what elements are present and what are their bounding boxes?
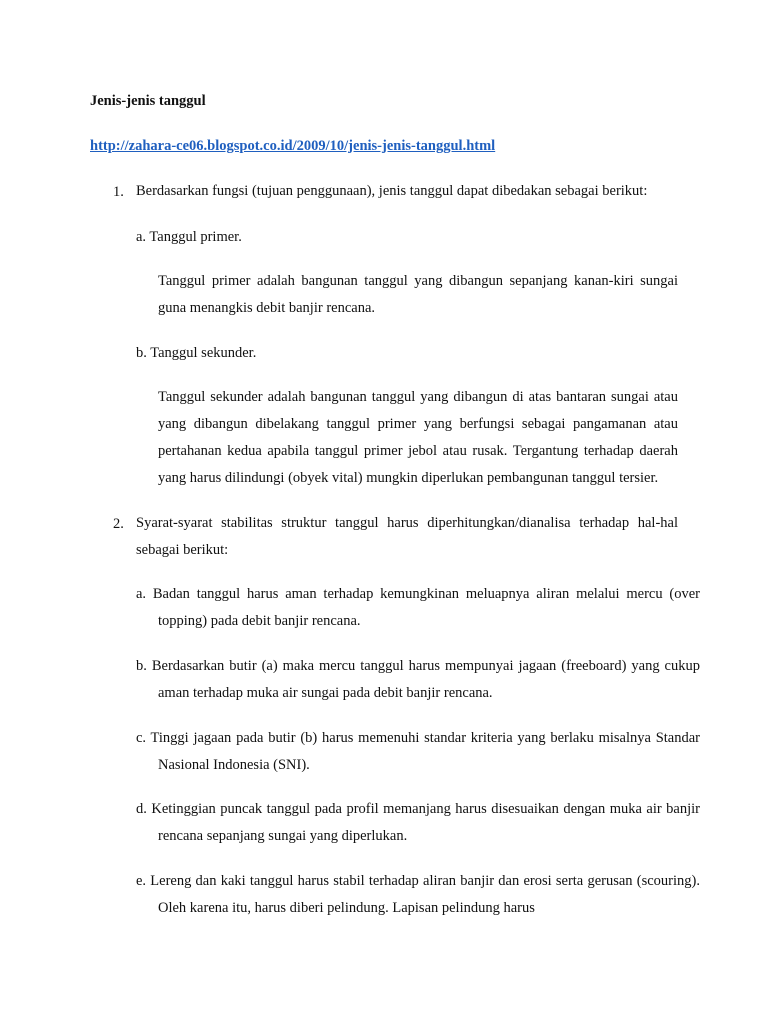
list-number-2: 2. — [113, 516, 124, 532]
requirement-e: e. Lereng dan kaki tanggul harus stabil terhadap aliran banjir dan erosi serta gerusan (scouring). Oleh karena itu, harus diberi pelindung. Lapisan pelindung harus — [136, 873, 700, 916]
item-a-heading: a. Tanggul primer. — [136, 229, 242, 245]
section1-text: Berdasarkan fungsi (tujuan penggunaan), jenis tanggul dapat dibedakan sebagai berikut: — [136, 183, 648, 199]
item-b-heading: b. Tanggul sekunder. — [136, 345, 257, 361]
item-b-description: Tanggul sekunder adalah bangunan tanggul yang dibangun di atas bantaran sungai atau yang dibangun dibelakang tanggul primer yang berfungsi sebagai pangamanan atau pertahanan kedua apabila tanggul primer jebol atau rusak. Tergantung terhadap daerah yang harus dilindungi (obyek vital) mungkin diperlukan pembangunan tanggul tersier. — [158, 389, 678, 486]
requirement-a: a. Badan tanggul harus aman terhadap kemungkinan meluapnya aliran melalui mercu (over topping) pada debit banjir rencana. — [136, 586, 700, 629]
document-title: Jenis-jenis tanggul — [90, 93, 206, 109]
requirement-b: b. Berdasarkan butir (a) maka mercu tanggul harus mempunyai jagaan (freeboard) yang cukup aman terhadap muka air sungai pada debit banjir rencana. — [136, 658, 700, 701]
source-link[interactable]: http://zahara-ce06.blogspot.co.id/2009/10/jenis-jenis-tanggul.html — [90, 138, 496, 154]
requirement-c: c. Tinggi jagaan pada butir (b) harus memenuhi standar kriteria yang berlaku misalnya Standar Nasional Indonesia (SNI). — [136, 730, 700, 773]
item-a-description: Tanggul primer adalah bangunan tanggul yang dibangun sepanjang kanan-kiri sungai guna menangkis debit banjir rencana. — [158, 273, 678, 316]
section2-text: Syarat-syarat stabilitas struktur tanggul harus diperhitungkan/dianalisa terhadap hal-hal sebagai berikut: — [136, 515, 678, 558]
list-number-1: 1. — [113, 184, 124, 200]
requirement-d: d. Ketinggian puncak tanggul pada profil memanjang harus disesuaikan dengan muka air banjir rencana sepanjang sungai yang diperlukan. — [136, 801, 700, 844]
